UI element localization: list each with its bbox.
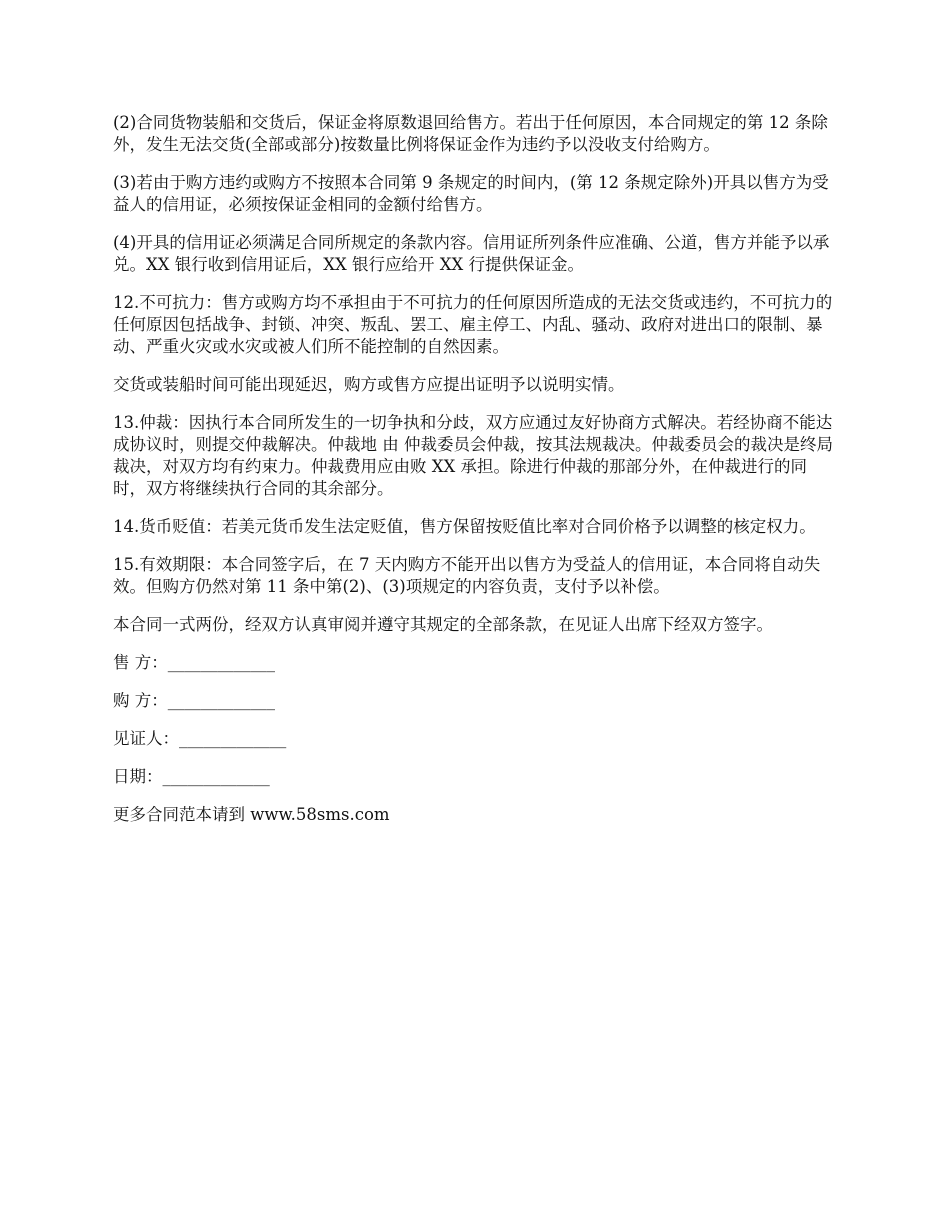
- buyer-signature-line: 购 方：_____________: [113, 691, 275, 710]
- clause-13-arbitration-paragraph: 13.仲裁：因执行本合同所发生的一切争执和分歧，双方应通过友好协商方式解决。若经协商不能达成协议时，则提交仲裁解决。仲裁地 由 仲裁委员会仲裁，按其法规裁决。仲裁委员会的裁决是终局裁决，对双方均有约束力。仲裁费用应由败 XX 承担。除进行仲裁的那部分外，在仲裁进行的同时，双方将继续执行合同的其余部分。: [113, 413, 833, 498]
- delay-notice-paragraph: 交货或装船时间可能出现延迟，购方或售方应提出证明予以说明实情。: [113, 375, 625, 394]
- clause-15-validity-paragraph: 15.有效期限：本合同签字后，在 7 天内购方不能开出以售方为受益人的信用证，本合同将自动失效。但购方仍然对第 11 条中第(2)、(3)项规定的内容负责，支付予以补偿。: [113, 555, 821, 596]
- clause-14-currency-paragraph: 14.货币贬值：若美元货币发生法定贬值，售方保留按贬值比率对合同价格予以调整的核定权力。: [113, 517, 816, 536]
- clause-11-3-paragraph: (3)若由于购方违约或购方不按照本合同第 9 条规定的时间内，(第 12 条规定除外)开具以售方为受益人的信用证，必须按保证金相同的金额付给售方。: [113, 173, 829, 214]
- clause-11-4-paragraph: (4)开具的信用证必须满足合同所规定的条款内容。信用证所列条件应准确、公道，售方并能予以承兑。XX 银行收到信用证后，XX 银行应给开 XX 行提供保证金。: [113, 233, 830, 274]
- witness-signature-line: 见证人：_____________: [113, 729, 287, 748]
- document-body: [113, 112, 838, 826]
- footer-link-text: 更多合同范本请到 www.58sms.com: [113, 805, 390, 824]
- seller-signature-line: 售 方：_____________: [113, 653, 275, 672]
- date-signature-line: 日期：_____________: [113, 767, 270, 786]
- closing-statement-paragraph: 本合同一式两份，经双方认真审阅并遵守其规定的全部条款，在见证人出席下经双方签字。: [113, 615, 773, 634]
- clause-11-2-paragraph: (2)合同货物装船和交货后，保证金将原数退回给售方。若出于任何原因，本合同规定的第 12 条除外，发生无法交货(全部或部分)按数量比例将保证金作为违约予以没收支付给购方。: [113, 113, 828, 154]
- clause-12-force-majeure-paragraph: 12.不可抗力：售方或购方均不承担由于不可抗力的任何原因所造成的无法交货或违约，不可抗力的任何原因包括战争、封锁、冲突、叛乱、罢工、雇主停工、内乱、骚动、政府对进出口的限制、暴动、严重火灾或水灾或被人们所不能控制的自然因素。: [113, 293, 833, 356]
